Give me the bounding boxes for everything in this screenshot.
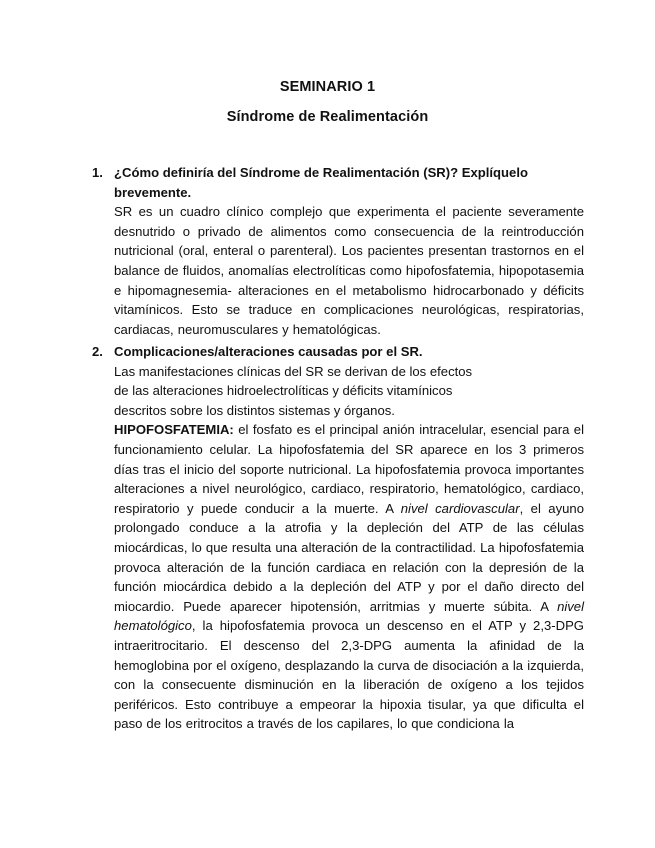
body-text: , la hipofosfatemia provoca un descenso en el ATP y 2,3-DPG intraeritrocitario. El descenso del 2,3-DPG aumenta la afinidad de la hemoglobina por el oxígeno, desplazando la curva de disociación a la izquierda, con la consecuente disminución en la liberación de oxígeno a los tejidos periféricos. Esto contribuye a empeorar la hipoxia tisular, ya que dificulta el paso de los eritrocitos a través de los capilares, lo que condiciona la xyxy=(114,618,584,732)
emphasis-text: nivel cardiovascular xyxy=(400,500,520,516)
list-item xyxy=(92,163,584,339)
emphasis-text: nivel hematológico xyxy=(114,598,584,634)
item-number: 2. xyxy=(92,344,103,359)
document-subtitle: Síndrome de Realimentación xyxy=(226,109,429,125)
item-number: 1. xyxy=(92,165,103,180)
item-body xyxy=(114,420,584,734)
body-text: , el ayuno prolongado conduce a la atrofia y la depleción del ATP de las células miocárdicas, lo que resulta una alteración de la contractilidad. La hipofosfatemia provoca alteración de la función cardiaca en relación con la depresión de la función miocárdica debido a la depleción del ATP y por el daño directo del miocardio. Puede aparecer hipotensión, arritmias y muerte súbita. A xyxy=(114,500,584,614)
body-text: el fosfato es el principal anión intracelular, esencial para el funcionamiento celular. La hipofosfatemia del SR aparece en los 3 primeros días tras el inicio del soporte nutricional. La hipofosfatemia provoca importantes alteraciones a nivel neurológico, cardiaco, respiratorio, hematológico, cardiaco, respiratorio y puede conducir a la muerte. A xyxy=(114,422,584,516)
item-question: ¿Cómo definiría del Síndrome de Realimentación (SR)? Explíquelo brevemente. xyxy=(114,165,528,200)
item-answer: SR es un cuadro clínico complejo que experimenta el paciente severamente desnutrido o privado de alimentos como consecuencia de la reintroducción nutricional (oral, enteral o parenteral). Los pacientes presentan trastornos en el balance de fluidos, anomalías electrolíticas como hipofosfatemia, hipopotasemia e hipomagnesemia- alteraciones en el metabolismo hidrocarbonado y déficits vitamínicos. Esto se traduce en complicaciones neurológicas, respiratorias, cardiacas, neuromusculares y hematológicas. xyxy=(114,204,584,337)
item-intro: Las manifestaciones clínicas del SR se derivan de los efectos de las alteraciones hidroelectrolíticas y déficits vitamínicos descritos sobre los distintos sistemas y órganos. xyxy=(114,363,473,418)
list-item xyxy=(92,342,584,734)
section-label: HIPOFOSFATEMIA: xyxy=(114,422,234,438)
document-title: SEMINARIO 1 xyxy=(279,79,376,95)
item-question: Complicaciones/alteraciones causadas por el SR. xyxy=(114,344,423,359)
